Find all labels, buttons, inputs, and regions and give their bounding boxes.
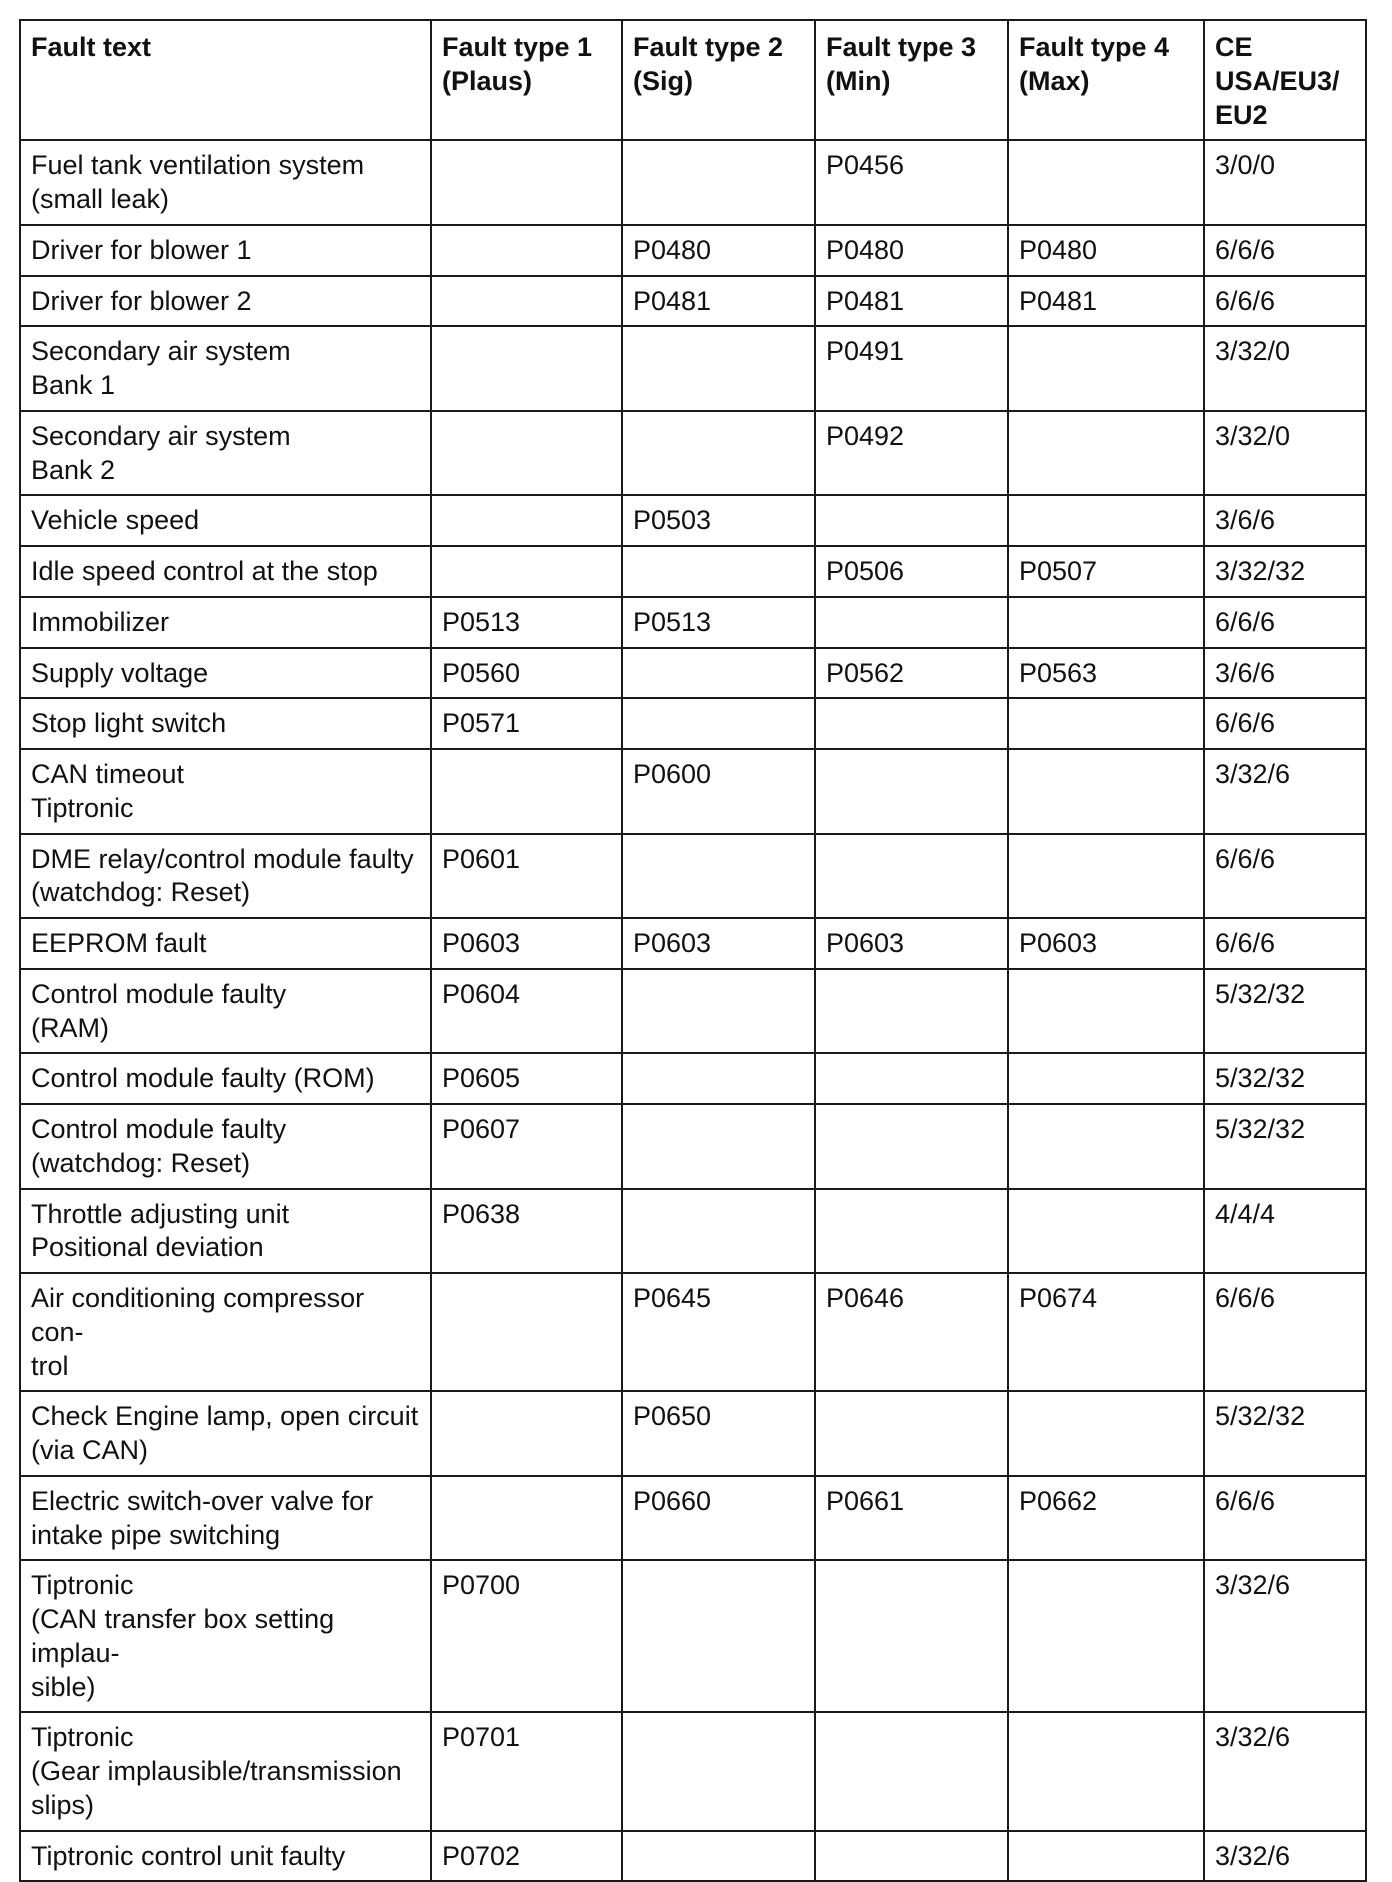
fault-type-4-cell: P0563 [1008, 648, 1204, 699]
fault-text-cell: Throttle adjusting unit Positional deviation [20, 1189, 431, 1274]
fault-type-1-cell: P0702 [431, 1831, 622, 1882]
ce-cell: 3/32/32 [1204, 546, 1366, 597]
ce-cell: 5/32/32 [1204, 969, 1366, 1054]
table-row [20, 546, 1366, 597]
fault-type-3-cell [815, 495, 1008, 546]
ce-cell: 6/6/6 [1204, 918, 1366, 969]
fault-type-2-cell [622, 1104, 815, 1189]
fault-type-4-cell [1008, 969, 1204, 1054]
fault-type-1-cell: P0605 [431, 1053, 622, 1104]
fault-type-4-cell [1008, 597, 1204, 648]
fault-type-3-cell [815, 1189, 1008, 1274]
fault-type-2-cell: P0650 [622, 1391, 815, 1476]
fault-text-cell: Vehicle speed [20, 495, 431, 546]
fault-type-1-cell: P0701 [431, 1712, 622, 1830]
header-fault-text: Fault text [20, 20, 431, 140]
fault-text-cell: Tiptronic (CAN transfer box setting implau- sible) [20, 1560, 431, 1712]
fault-type-4-cell: P0480 [1008, 225, 1204, 276]
fault-type-2-cell [622, 1560, 815, 1712]
table-body [20, 140, 1366, 1881]
fault-type-3-cell [815, 597, 1008, 648]
fault-type-3-cell: P0562 [815, 648, 1008, 699]
ce-cell: 3/32/6 [1204, 749, 1366, 834]
fault-text-cell: Driver for blower 2 [20, 276, 431, 327]
fault-type-4-cell [1008, 326, 1204, 411]
fault-text-cell: Control module faulty (watchdog: Reset) [20, 1104, 431, 1189]
fault-type-1-cell [431, 749, 622, 834]
fault-type-2-cell [622, 546, 815, 597]
fault-type-4-cell [1008, 698, 1204, 749]
fault-type-4-cell [1008, 140, 1204, 225]
fault-text-cell: Idle speed control at the stop [20, 546, 431, 597]
table-row [20, 411, 1366, 496]
fault-type-1-cell [431, 326, 622, 411]
table-row [20, 1831, 1366, 1882]
header-fault-type-3: Fault type 3 (Min) [815, 20, 1008, 140]
ce-cell: 6/6/6 [1204, 597, 1366, 648]
fault-type-3-cell: P0661 [815, 1476, 1008, 1561]
fault-type-3-cell [815, 1712, 1008, 1830]
fault-type-1-cell [431, 1476, 622, 1561]
fault-type-1-cell: P0700 [431, 1560, 622, 1712]
fault-text-cell: Immobilizer [20, 597, 431, 648]
fault-type-4-cell [1008, 1053, 1204, 1104]
fault-text-cell: Air conditioning compressor con- trol [20, 1273, 431, 1391]
fault-type-3-cell [815, 969, 1008, 1054]
fault-type-4-cell: P0507 [1008, 546, 1204, 597]
fault-text-cell: Secondary air system Bank 2 [20, 411, 431, 496]
fault-type-2-cell: P0645 [622, 1273, 815, 1391]
fault-type-1-cell: P0607 [431, 1104, 622, 1189]
fault-text-cell: Electric switch-over valve for intake pipe switching [20, 1476, 431, 1561]
ce-cell: 5/32/32 [1204, 1391, 1366, 1476]
table-row [20, 1104, 1366, 1189]
fault-type-2-cell: P0480 [622, 225, 815, 276]
table-row [20, 918, 1366, 969]
fault-type-4-cell: P0662 [1008, 1476, 1204, 1561]
fault-type-2-cell [622, 411, 815, 496]
fault-type-2-cell [622, 648, 815, 699]
fault-type-1-cell [431, 546, 622, 597]
table-row [20, 648, 1366, 699]
ce-cell: 5/32/32 [1204, 1104, 1366, 1189]
table-row [20, 276, 1366, 327]
fault-text-cell: CAN timeout Tiptronic [20, 749, 431, 834]
table-row [20, 495, 1366, 546]
fault-text-cell: Tiptronic (Gear implausible/transmission slips) [20, 1712, 431, 1830]
fault-text-cell: Tiptronic control unit faulty [20, 1831, 431, 1882]
ce-cell: 3/32/6 [1204, 1712, 1366, 1830]
ce-cell: 3/6/6 [1204, 648, 1366, 699]
fault-type-1-cell [431, 140, 622, 225]
fault-type-3-cell [815, 749, 1008, 834]
ce-cell: 3/32/0 [1204, 411, 1366, 496]
fault-type-2-cell [622, 1189, 815, 1274]
table-row [20, 1560, 1366, 1712]
fault-type-4-cell [1008, 1560, 1204, 1712]
table-row [20, 1712, 1366, 1830]
fault-type-2-cell [622, 969, 815, 1054]
ce-cell: 5/32/32 [1204, 1053, 1366, 1104]
table-row [20, 225, 1366, 276]
fault-type-4-cell: P0674 [1008, 1273, 1204, 1391]
fault-type-4-cell [1008, 495, 1204, 546]
ce-cell: 6/6/6 [1204, 834, 1366, 919]
fault-type-3-cell: P0491 [815, 326, 1008, 411]
table-row [20, 140, 1366, 225]
header-fault-type-2: Fault type 2 (Sig) [622, 20, 815, 140]
ce-cell: 6/6/6 [1204, 698, 1366, 749]
header-fault-type-1: Fault type 1 (Plaus) [431, 20, 622, 140]
table-row [20, 1189, 1366, 1274]
fault-type-4-cell [1008, 834, 1204, 919]
fault-type-2-cell [622, 140, 815, 225]
fault-type-4-cell [1008, 1391, 1204, 1476]
fault-type-2-cell [622, 1831, 815, 1882]
fault-type-1-cell [431, 495, 622, 546]
fault-type-1-cell: P0638 [431, 1189, 622, 1274]
fault-type-3-cell [815, 1104, 1008, 1189]
fault-type-2-cell: P0503 [622, 495, 815, 546]
fault-type-2-cell [622, 326, 815, 411]
header-ce: CE USA/EU3/ EU2 [1204, 20, 1366, 140]
fault-code-table [19, 19, 1367, 1882]
fault-type-3-cell: P0646 [815, 1273, 1008, 1391]
ce-cell: 3/32/6 [1204, 1560, 1366, 1712]
fault-type-2-cell: P0660 [622, 1476, 815, 1561]
fault-type-3-cell: P0506 [815, 546, 1008, 597]
fault-type-4-cell [1008, 1831, 1204, 1882]
fault-type-1-cell [431, 225, 622, 276]
fault-type-1-cell: P0513 [431, 597, 622, 648]
fault-type-4-cell [1008, 1104, 1204, 1189]
fault-text-cell: Control module faulty (ROM) [20, 1053, 431, 1104]
fault-type-3-cell [815, 834, 1008, 919]
ce-cell: 3/6/6 [1204, 495, 1366, 546]
fault-text-cell: EEPROM fault [20, 918, 431, 969]
fault-type-4-cell [1008, 749, 1204, 834]
fault-type-3-cell [815, 698, 1008, 749]
fault-type-2-cell: P0600 [622, 749, 815, 834]
fault-type-3-cell: P0480 [815, 225, 1008, 276]
fault-type-2-cell [622, 1712, 815, 1830]
fault-type-3-cell [815, 1560, 1008, 1712]
ce-cell: 6/6/6 [1204, 225, 1366, 276]
fault-type-2-cell: P0603 [622, 918, 815, 969]
fault-type-1-cell [431, 411, 622, 496]
fault-type-3-cell: P0456 [815, 140, 1008, 225]
fault-text-cell: Stop light switch [20, 698, 431, 749]
table-row [20, 1273, 1366, 1391]
table-header-row [20, 20, 1366, 140]
fault-type-4-cell [1008, 1712, 1204, 1830]
ce-cell: 6/6/6 [1204, 1273, 1366, 1391]
fault-text-cell: Check Engine lamp, open circuit (via CAN) [20, 1391, 431, 1476]
fault-type-2-cell [622, 834, 815, 919]
ce-cell: 4/4/4 [1204, 1189, 1366, 1274]
fault-type-3-cell [815, 1831, 1008, 1882]
fault-type-3-cell: P0492 [815, 411, 1008, 496]
ce-cell: 3/32/0 [1204, 326, 1366, 411]
fault-type-4-cell [1008, 411, 1204, 496]
fault-type-2-cell [622, 1053, 815, 1104]
fault-type-1-cell: P0560 [431, 648, 622, 699]
ce-cell: 3/32/6 [1204, 1831, 1366, 1882]
header-fault-type-4: Fault type 4 (Max) [1008, 20, 1204, 140]
fault-type-1-cell [431, 1391, 622, 1476]
fault-type-3-cell: P0603 [815, 918, 1008, 969]
fault-type-4-cell [1008, 1189, 1204, 1274]
table-row [20, 1053, 1366, 1104]
fault-type-4-cell: P0481 [1008, 276, 1204, 327]
fault-type-1-cell: P0604 [431, 969, 622, 1054]
fault-type-1-cell: P0603 [431, 918, 622, 969]
ce-cell: 3/0/0 [1204, 140, 1366, 225]
fault-text-cell: Fuel tank ventilation system (small leak) [20, 140, 431, 225]
fault-type-3-cell: P0481 [815, 276, 1008, 327]
table-row [20, 1476, 1366, 1561]
fault-type-1-cell: P0601 [431, 834, 622, 919]
table-row [20, 326, 1366, 411]
fault-type-3-cell [815, 1391, 1008, 1476]
fault-type-1-cell: P0571 [431, 698, 622, 749]
fault-text-cell: Supply voltage [20, 648, 431, 699]
fault-type-4-cell: P0603 [1008, 918, 1204, 969]
fault-type-2-cell: P0481 [622, 276, 815, 327]
fault-text-cell: Driver for blower 1 [20, 225, 431, 276]
fault-type-1-cell [431, 1273, 622, 1391]
fault-type-2-cell: P0513 [622, 597, 815, 648]
ce-cell: 6/6/6 [1204, 276, 1366, 327]
table-row [20, 749, 1366, 834]
fault-text-cell: Control module faulty (RAM) [20, 969, 431, 1054]
table-row [20, 698, 1366, 749]
table-row [20, 834, 1366, 919]
fault-type-3-cell [815, 1053, 1008, 1104]
fault-type-1-cell [431, 276, 622, 327]
table-row [20, 969, 1366, 1054]
fault-text-cell: Secondary air system Bank 1 [20, 326, 431, 411]
table-row [20, 597, 1366, 648]
fault-type-2-cell [622, 698, 815, 749]
fault-text-cell: DME relay/control module faulty (watchdog: Reset) [20, 834, 431, 919]
ce-cell: 6/6/6 [1204, 1476, 1366, 1561]
table-row [20, 1391, 1366, 1476]
